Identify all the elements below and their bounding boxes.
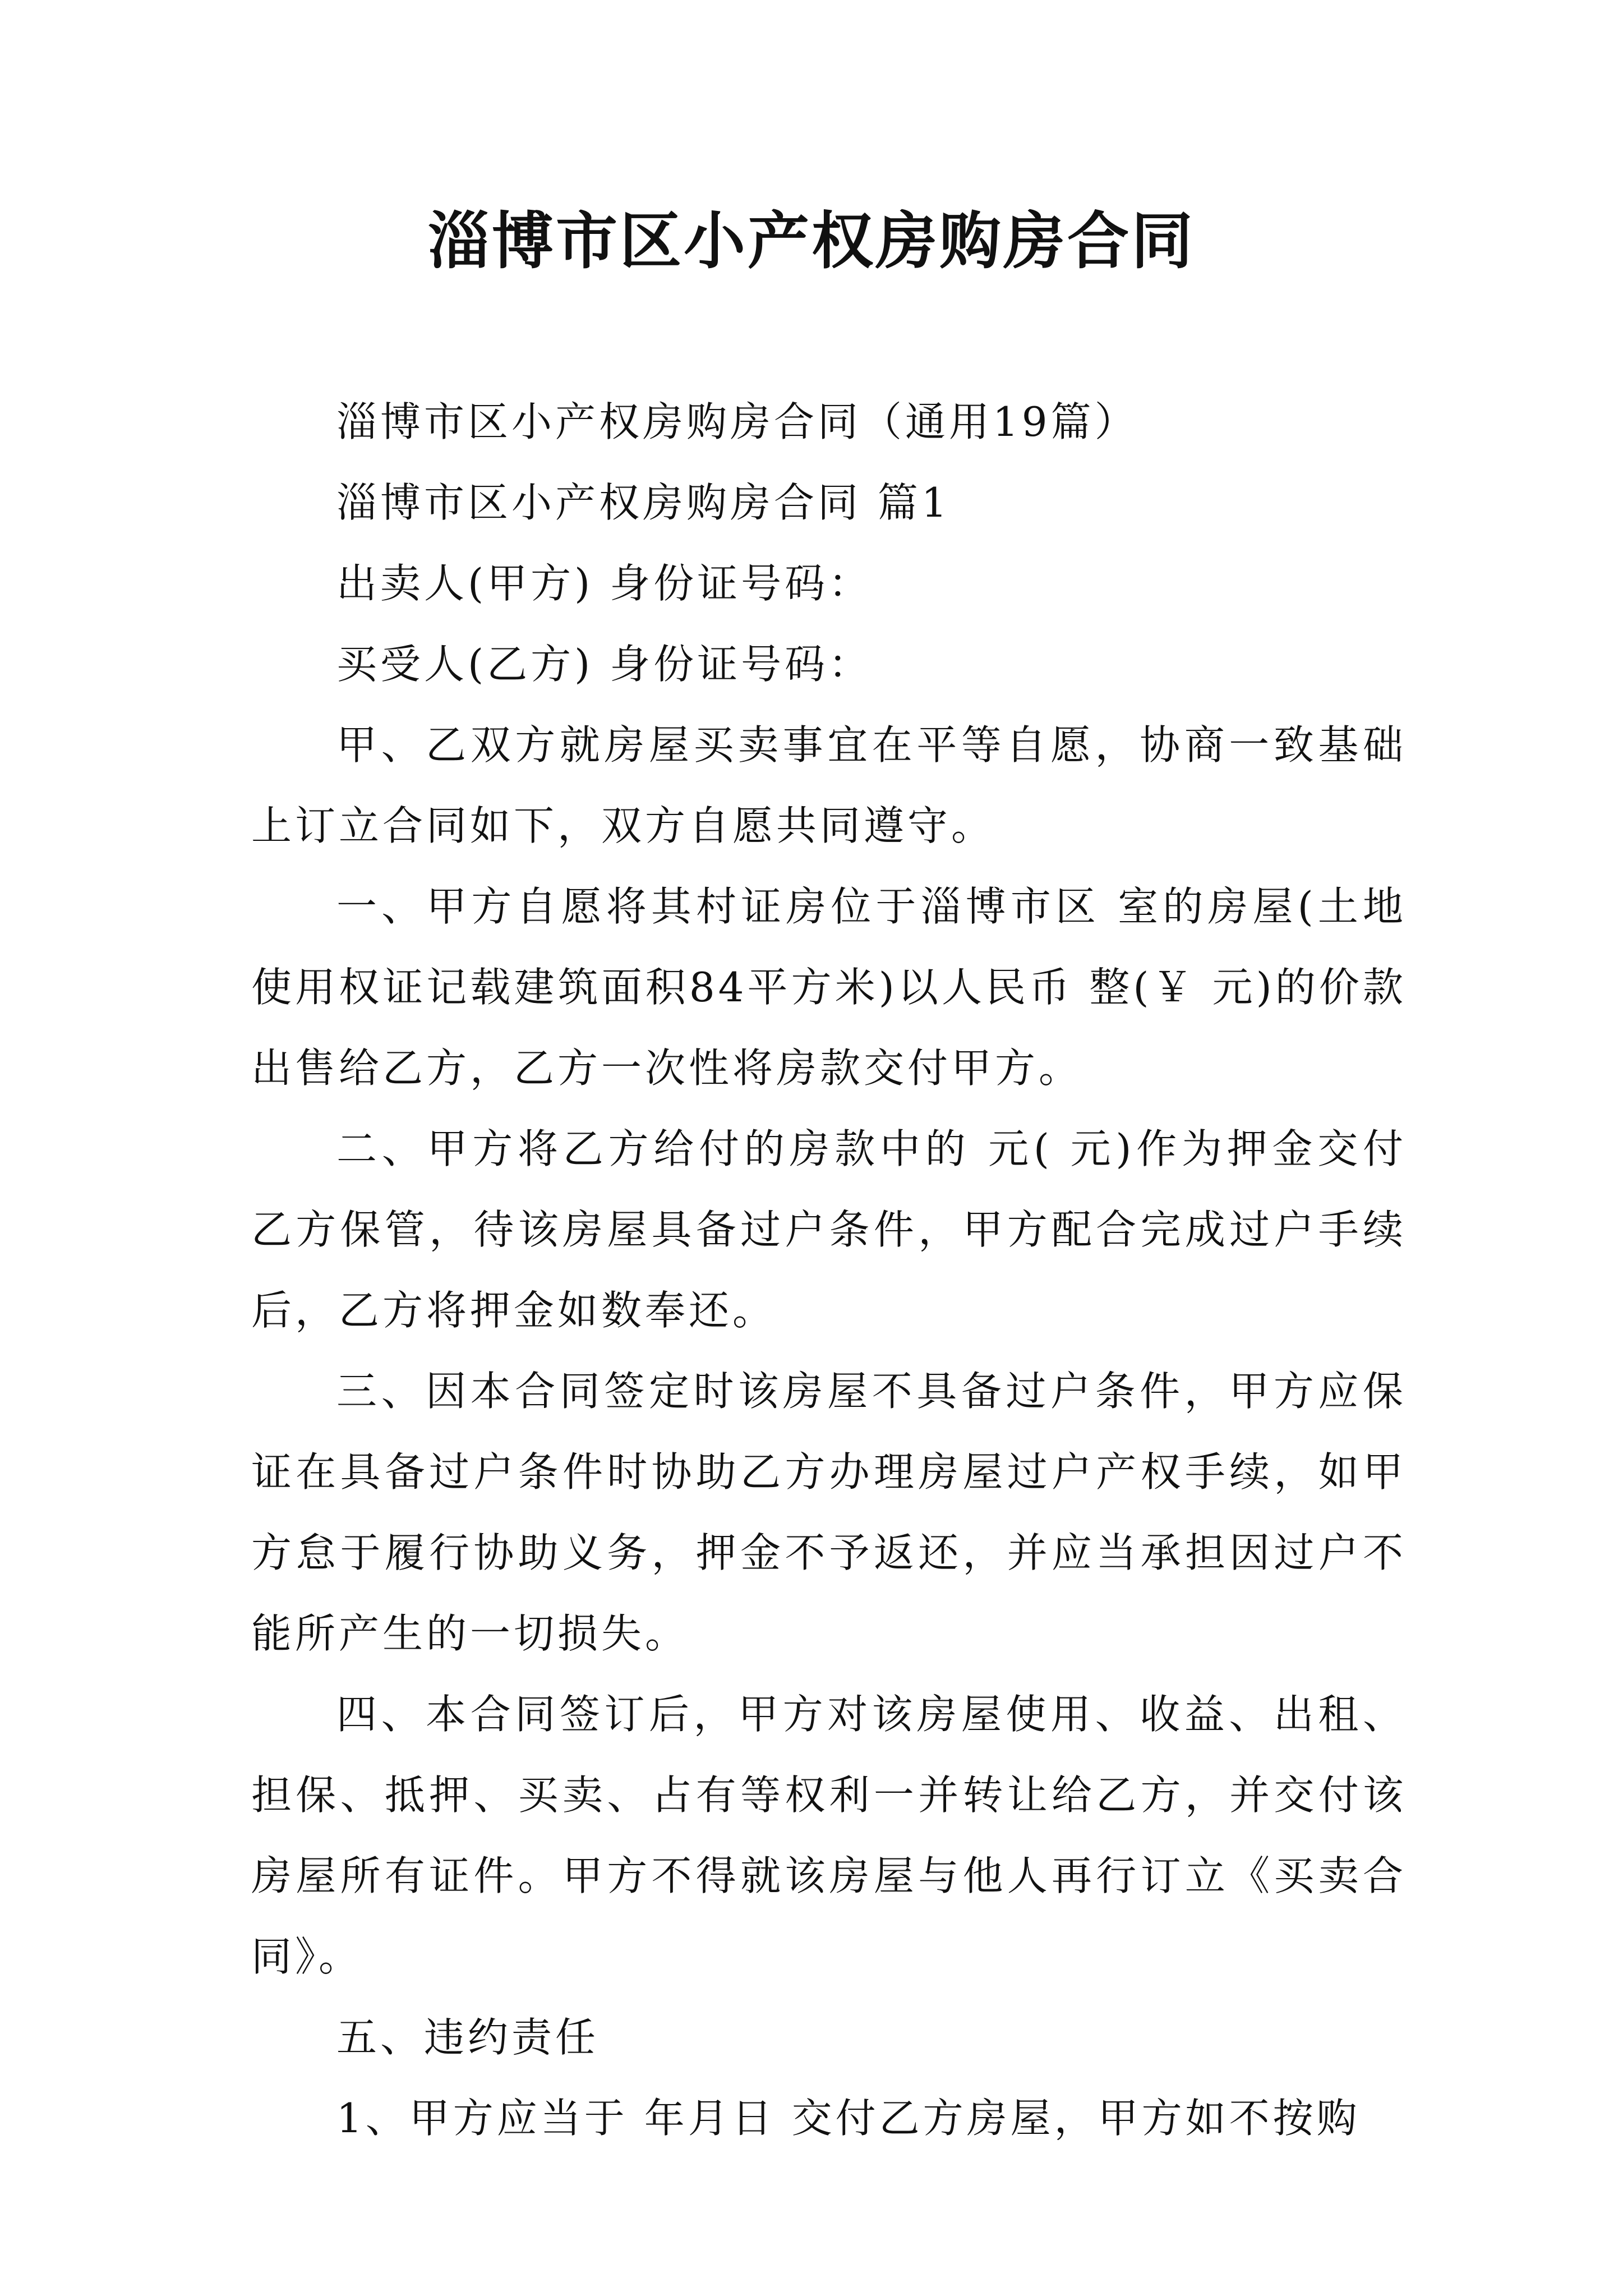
document-title: 淄博市区小产权房购房合同 — [428, 205, 1195, 277]
paragraph-clause-1: 一、甲方自愿将其村证房位于淄博市区 室的房屋(土地使用权证记载建筑面积84平方米)以人民币 整(￥ 元)的价款出售给乙方，乙方一次性将房款交付甲方。 — [251, 883, 1407, 1092]
paragraph-section-heading: 淄博市区小产权房购房合同 篇1 — [336, 479, 951, 526]
paragraph-clause-3: 三、因本合同签定时该房屋不具备过户条件，甲方应保证在具备过户条件时协助乙方办理房屋过户产权手续，如甲方怠于履行协助义务，押金不予返还，并应当承担因过户不能所产生的一切损失。 — [251, 1368, 1407, 1657]
document-body — [251, 381, 1407, 2159]
paragraph-clause-2: 二、甲方将乙方给付的房款中的 元( 元)作为押金交付乙方保管，待该房屋具备过户条件，甲方配合完成过户手续后，乙方将押金如数奉还。 — [251, 1125, 1407, 1334]
paragraph-seller: 出卖人(甲方) 身份证号码： — [336, 560, 873, 607]
paragraph-preamble: 甲、乙双方就房屋买卖事宜在平等自愿，协商一致基础上订立合同如下，双方自愿共同遵守。 — [251, 721, 1407, 849]
paragraph-clause-5-item-1: 1、甲方应当于 年月日 交付乙方房屋，甲方如不按购 — [336, 2095, 1361, 2142]
paragraph-subtitle: 淄博市区小产权房购房合同（通用19篇） — [336, 398, 1138, 445]
paragraph-clause-4: 四、本合同签订后，甲方对该房屋使用、收益、出租、担保、抵押、买卖、占有等权利一并转让给乙方，并交付该房屋所有证件。甲方不得就该房屋与他人再行订立《买卖合同》。 — [251, 1691, 1407, 1980]
paragraph-buyer: 买受人(乙方) 身份证号码： — [336, 641, 873, 688]
paragraph-clause-5-heading: 五、违约责任 — [336, 2014, 600, 2061]
